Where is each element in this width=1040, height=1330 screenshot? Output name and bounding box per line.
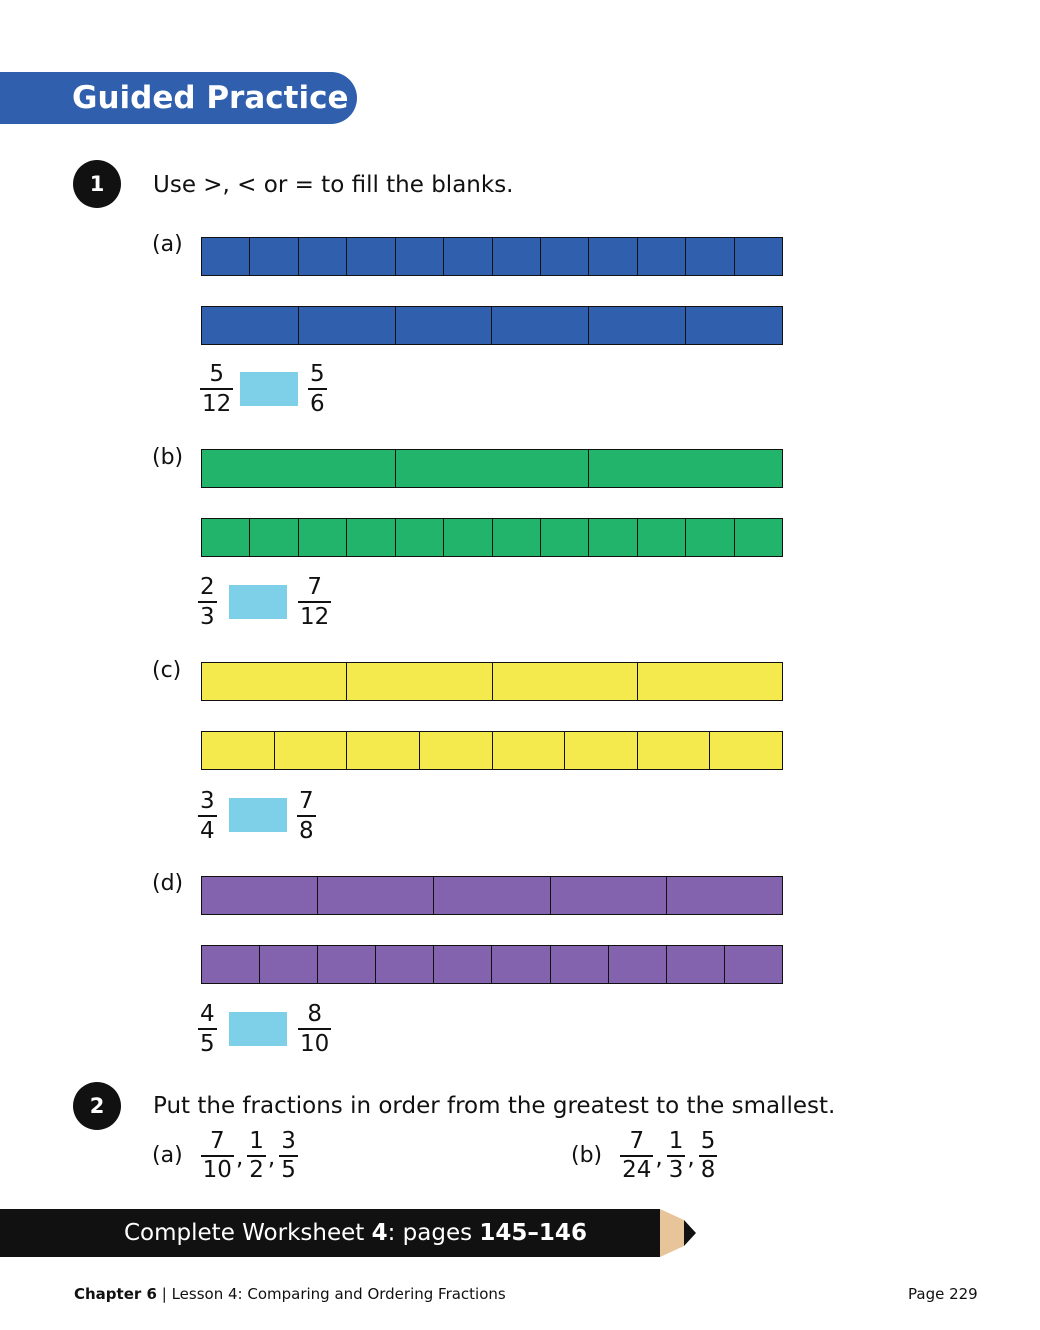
- fraction-bar-tenths: [201, 945, 783, 984]
- bar-segment: [202, 238, 250, 275]
- fraction-left-1c: 3 4: [200, 788, 215, 844]
- bar-segment: [202, 877, 318, 914]
- bar-segment: [299, 519, 347, 556]
- part-label-2b: (b): [571, 1143, 603, 1169]
- bar-segment: [444, 238, 492, 275]
- comparison-blank-1b[interactable]: [229, 585, 287, 619]
- part-label-2a: (a): [152, 1143, 183, 1169]
- bar-segment: [250, 519, 298, 556]
- bar-segment: [347, 663, 492, 700]
- bar-segment: [318, 946, 376, 983]
- bar-segment: [260, 946, 318, 983]
- bar-segment: [667, 946, 725, 983]
- bar-segment: [710, 732, 782, 769]
- bar-segment: [202, 663, 347, 700]
- bar-segment: [347, 732, 420, 769]
- bar-segment: [434, 946, 492, 983]
- bar-segment: [202, 450, 396, 487]
- bar-segment: [686, 307, 782, 344]
- fraction-left-1b: 2 3: [200, 574, 215, 630]
- bar-segment: [420, 732, 493, 769]
- bar-segment: [541, 519, 589, 556]
- bar-segment: [638, 663, 782, 700]
- bar-segment: [492, 946, 550, 983]
- bar-segment: [434, 877, 550, 914]
- bar-segment: [589, 450, 782, 487]
- bar-segment: [444, 519, 492, 556]
- comparison-blank-1c[interactable]: [229, 798, 287, 832]
- bar-segment: [202, 519, 250, 556]
- part-label-1d: (d): [152, 871, 184, 896]
- bar-segment: [250, 238, 298, 275]
- fraction-bar-thirds: [201, 449, 783, 488]
- bar-segment: [735, 519, 782, 556]
- bar-segment: [725, 946, 782, 983]
- bar-segment: [551, 877, 667, 914]
- fraction-bar-fifths: [201, 876, 783, 915]
- fraction-right-1a: 5 6: [310, 361, 325, 417]
- bar-segment: [299, 238, 347, 275]
- bar-segment: [686, 238, 734, 275]
- fraction-right-1c: 7 8: [299, 788, 314, 844]
- page-number: Page 229: [908, 1285, 978, 1303]
- fraction-right-1d: 8 10: [300, 1001, 330, 1057]
- section-title: Guided Practice: [72, 80, 349, 116]
- bar-segment: [492, 307, 589, 344]
- bar-segment: [396, 307, 493, 344]
- fraction: $\frac{3}{5}$: [281, 1128, 296, 1183]
- chapter-label: Chapter 6: [74, 1285, 157, 1303]
- footer-separator: |: [161, 1285, 167, 1303]
- bar-segment: [347, 519, 395, 556]
- fraction-left-1a: 5 12: [202, 361, 232, 417]
- fraction: $\frac{1}{2}$: [249, 1128, 264, 1183]
- question-1-number: 1: [73, 160, 121, 208]
- bar-segment: [735, 238, 782, 275]
- bar-segment: [347, 238, 395, 275]
- bar-segment: [299, 307, 396, 344]
- fraction: $\frac{7}{10}$: [202, 1128, 232, 1183]
- comparison-blank-1d[interactable]: [229, 1012, 287, 1046]
- question-1-instruction: Use >, < or = to fill the blanks.: [153, 172, 514, 198]
- bar-segment: [202, 307, 299, 344]
- bar-segment: [686, 519, 734, 556]
- bar-segment: [396, 519, 444, 556]
- bar-segment: [541, 238, 589, 275]
- bar-segment: [589, 307, 686, 344]
- bar-segment: [493, 519, 541, 556]
- comparison-blank-1a[interactable]: [240, 372, 298, 406]
- fraction-left-1d: 4 5: [200, 1001, 215, 1057]
- bar-segment: [396, 238, 444, 275]
- bar-segment: [638, 519, 686, 556]
- footer-lesson-info: [74, 1285, 506, 1303]
- bar-segment: [275, 732, 348, 769]
- question-2-number: 2: [73, 1082, 121, 1130]
- section-banner: [0, 72, 357, 124]
- part-label-1c: (c): [152, 658, 182, 683]
- bar-segment: [202, 732, 275, 769]
- pencil-tip-icon: [660, 1209, 700, 1257]
- fraction-bar-eighths: [201, 731, 783, 770]
- fraction-bar-sixths: [201, 306, 783, 345]
- fraction: $\frac{7}{24}$: [622, 1128, 652, 1183]
- bar-segment: [638, 732, 711, 769]
- bar-segment: [638, 238, 686, 275]
- bar-segment: [493, 238, 541, 275]
- fraction-bar-twelfths: [201, 518, 783, 557]
- bar-segment: [667, 877, 782, 914]
- bar-segment: [376, 946, 434, 983]
- fraction: $\frac{5}{8}$: [700, 1128, 716, 1183]
- bar-segment: [396, 450, 590, 487]
- fraction-right-1b: 7 12: [300, 574, 330, 630]
- fraction: $\frac{1}{3}$: [668, 1128, 684, 1183]
- bar-segment: [493, 663, 638, 700]
- bar-segment: [589, 519, 637, 556]
- bar-segment: [551, 946, 609, 983]
- worksheet-banner: [0, 1209, 660, 1257]
- bar-segment: [202, 946, 260, 983]
- bar-segment: [565, 732, 638, 769]
- worksheet-text: Complete Worksheet 4: pages 145–146: [124, 1220, 587, 1246]
- part-label-1a: (a): [152, 232, 183, 257]
- bar-segment: [493, 732, 566, 769]
- bar-segment: [609, 946, 667, 983]
- order-set-2a: (a) $\frac{7}{10}$ , $\frac{1}{2}$ , $\frac{3}{5}$: [152, 1128, 296, 1183]
- fraction-bar-fourths: [201, 662, 783, 701]
- bar-segment: [589, 238, 637, 275]
- order-set-2b: (b) $\frac{7}{24}$ , $\frac{1}{3}$ , $\frac{5}{8}$: [571, 1128, 716, 1183]
- bar-segment: [318, 877, 434, 914]
- fraction-bar-twelfths: [201, 237, 783, 276]
- part-label-1b: (b): [152, 445, 184, 470]
- question-2-instruction: Put the fractions in order from the greatest to the smallest.: [153, 1093, 836, 1119]
- lesson-title: Lesson 4: Comparing and Ordering Fractions: [171, 1285, 506, 1303]
